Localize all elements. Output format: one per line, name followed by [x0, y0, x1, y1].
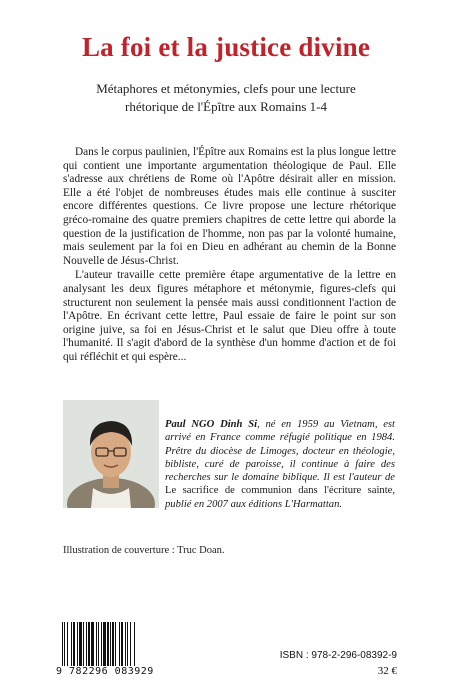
author-bio [165, 418, 395, 511]
subtitle-line-2: rhétorique de l'Épître aux Romains 1-4 [125, 99, 327, 114]
ean13-barcode-icon [60, 622, 168, 666]
summary-paragraph-2: L'auteur travaille cette première étape argumentative de la lettre en analysant les deux figures métaphore et métonymie, figures-clefs qui structurent non seulement la pensée mais aussi conditionnent l'action de l'Apôtre. En écrivant cette lettre, Paul essaie de faire le point sur son origine juive, sa foi en Jésus-Christ et le salut que Dieu offre à toute l'humanité. Il s'agit d'abord de la synthèse d'un homme d'action et de foi qui réfléchit et qui espère... [63, 269, 396, 363]
cover-illustration-credit: Illustration de couverture : Truc Doan. [63, 545, 225, 556]
subtitle-line-1: Métaphores et métonymies, clefs pour une lecture [96, 81, 356, 96]
author-name: Paul NGO Dinh Si [165, 419, 258, 430]
book-title: La foi et la justice divine [81, 32, 371, 62]
bio-text-1: , né en 1959 au Vietnam, est arrivé en France comme réfugié politique en 1984. Prêtre du diocèse de Limoges, docteur en théologie, bibliste, curé de paroisse, il continue à faire des recherches sur le domaine biblique. Il est l'auteur de [165, 419, 395, 484]
price: 32 € [377, 665, 397, 677]
bio-text-2: , publié en 2007 aux éditions L'Harmattan. [165, 485, 395, 510]
back-cover-summary [63, 146, 396, 366]
author-portrait-icon [63, 400, 159, 508]
author-photo [63, 400, 159, 508]
bio-book-title: Le sacrifice de communion dans l'écriture sainte [165, 485, 393, 497]
summary-paragraph-1: Dans le corpus paulinien, l'Épître aux Romains est la plus longue lettre qui contient une importante argumentation théologique de Paul. Elle s'adresse aux chrétiens de Rome où l'Apôtre désirait aller en mission. Elle a été l'objet de nombreuses études mais elle continue à susciter encore différentes questions. Ce livre propose une lecture rhétorique gréco-romaine des quatre premiers chapitres de cette lettre qui aborde la question de la justification de l'homme, non pas par la volonté humaine, mais seulement par la foi en Dieu en adhérant au chemin de la Bonne Nouvelle de Jésus-Christ. [63, 146, 396, 267]
book-subtitle [60, 80, 392, 116]
isbn: ISBN : 978-2-296-08392-9 [279, 650, 397, 661]
barcode-number: 9 782296 083929 [56, 666, 154, 677]
